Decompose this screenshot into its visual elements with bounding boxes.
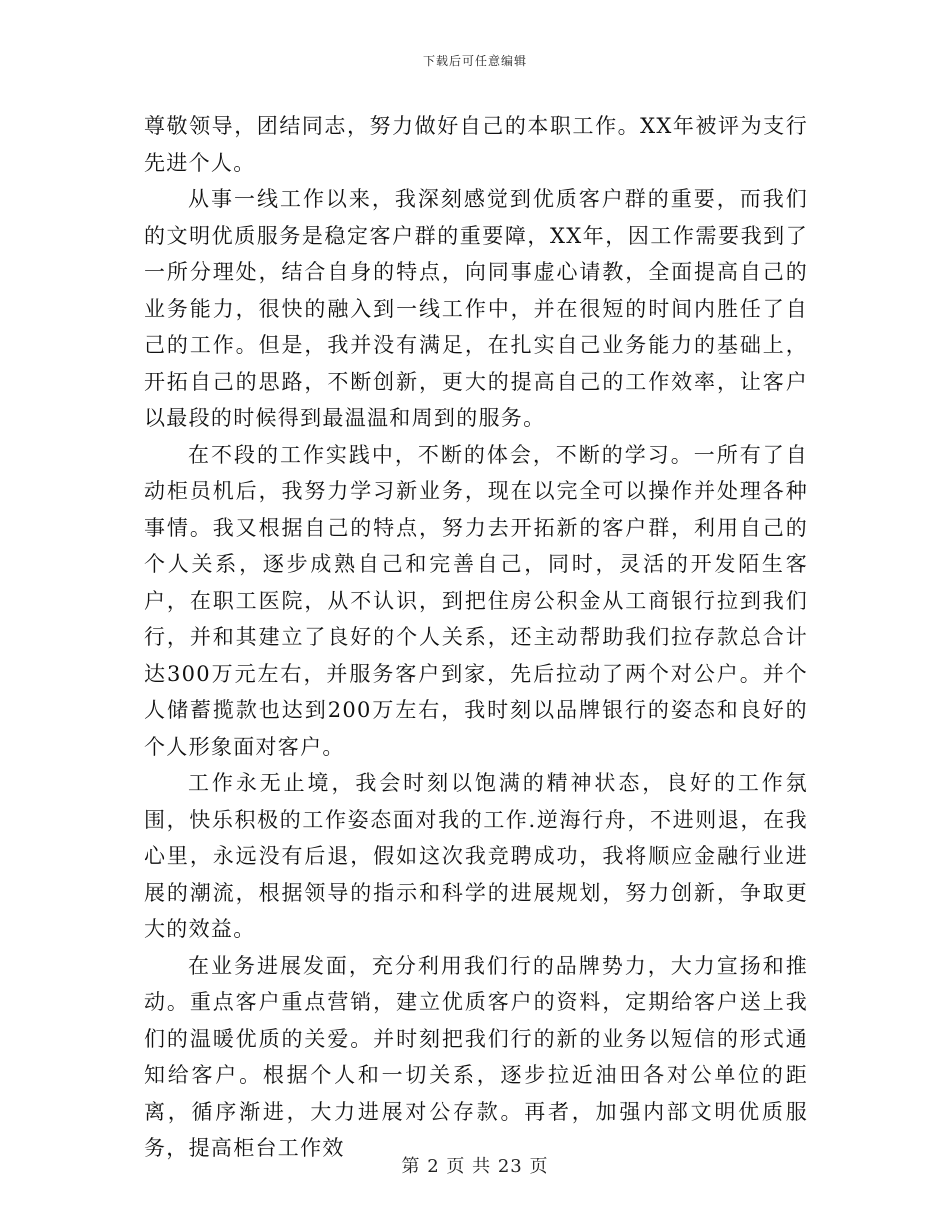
paragraph: 在不段的工作实践中，不断的体会，不断的学习。一所有了自动柜员机后，我努力学习新业务，现在以完全可以操作并处理各种事情。我又根据自己的特点，努力去开拓新的客户群，利用自己的个人关系，逐步成熟自己和完善自己，同时，灵活的开发陌生客户，在职工医院，从不认识，到把住房公积金从工商银行拉到我们行，并和其建立了良好的个人关系，还主动帮助我们拉存款总合计达300万元左右，并服务客户到家，先后拉动了两个对公户。并个人储蓄揽款也达到200万左右，我时刻以品牌银行的姿态和良好的个人形象面对客户。: [144, 442, 808, 759]
page-number-footer: 第 2 页 共 23 页: [401, 1156, 549, 1177]
paragraph: 在业务进展发面，充分利用我们行的品牌势力，大力宣扬和推动。重点客户重点营销，建立优质客户的资料，定期给客户送上我们的温暖优质的关爱。并时刻把我们行的新的业务以短信的形式通知给客户。根据个人和一切关系，逐步拉近油田各对公单位的距离，循序渐进，大力进展对公存款。再者，加强内部文明优质服务，提高柜台工作效: [144, 953, 808, 1160]
paragraph-continuation: 尊敬领导，团结同志，努力做好自己的本职工作。XX年被评为支行先进个人。: [144, 114, 808, 175]
document-body: [144, 108, 808, 1167]
paragraph: 工作永无止境，我会时刻以饱满的精神状态，良好的工作氛围，快乐积极的工作姿态面对我的工作.逆海行舟，不进则退，在我心里，永远没有后退，假如这次我竞聘成功，我将顺应金融行业进展的潮流，根据领导的指示和科学的进展规划，努力创新，争取更大的效益。: [144, 771, 808, 941]
page-header: 下载后可任意编辑: [422, 54, 527, 68]
paragraph: 从事一线工作以来，我深刻感觉到优质客户群的重要，而我们的文明优质服务是稳定客户群的重要障，XX年，因工作需要我到了一所分理处，结合自身的特点，向同事虚心请教，全面提高自己的业务能力，很快的融入到一线工作中，并在很短的时间内胜任了自己的工作。但是，我并没有满足，在扎实自己业务能力的基础上，开拓自己的思路，不断创新，更大的提高自己的工作效率，让客户以最段的时候得到最温温和周到的服务。: [144, 187, 808, 430]
